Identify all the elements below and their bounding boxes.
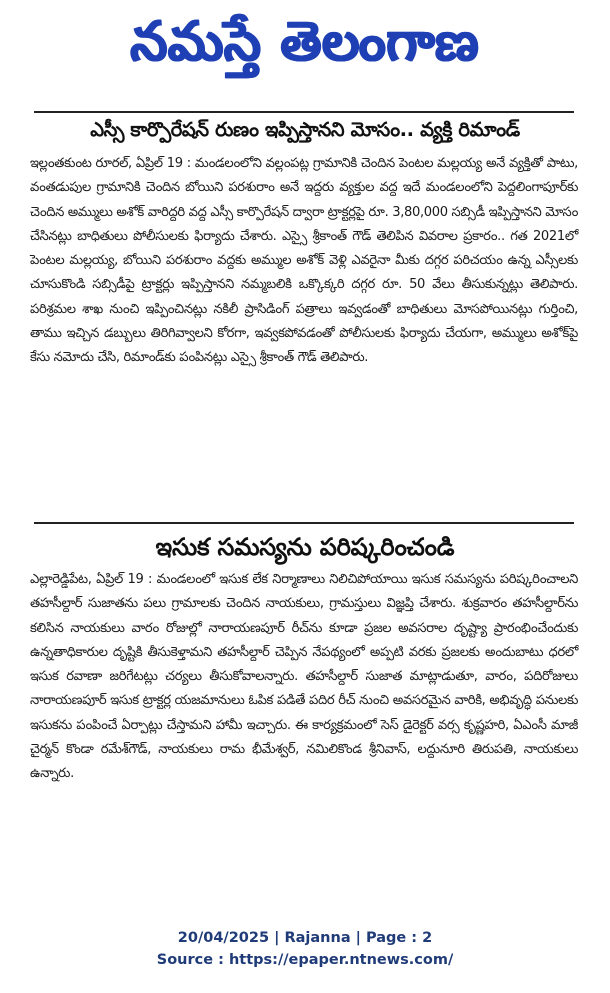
article-headline: ఇసుక సమస్యను పరిష్కరించండి xyxy=(155,533,455,561)
edition-info: 20/04/2025 | Rajanna | Page : 2 xyxy=(177,930,433,946)
divider-top xyxy=(34,111,574,113)
article-body: ఎల్లారెడ్డిపేట, ఏప్రిల్ 19 : మండలంలో ఇసుక లేక నిర్మాణాలు నిలిచిపోయాయి ఇసుక సమస్యను పరిష్కరించాలని తహసీల్దార్ సుజాతను పలు గ్రామాలకు చెందిన నాయకులు, గ్రామస్తులు విజ్ఞప్తి చేశారు. శుక్రవారం తహసీల్దార్‌ను కలిసిన నాయకులు వారం రోజుల్లో నారాయణపూర్ రీచ్‌ను కూడా ప్రజల అవసరాల దృష్ట్యా ప్రారంభించేందుకు ఉన్నతాధికారుల దృష్టికి తీసుకెళ్తామని తహసీల్దార్ చెప్పిన నేపథ్యంలో అప్పటి వరకు ప్రజలకు అందుబాటు ధరలో ఇసుక రవాణా జరిగేటట్లు చర్యలు తీసుకోవాలన్నారు. తహసీల్దార్ సుజాత మాట్లాడుతూ, వారం, పదిరోజులు నారాయణపూర్ ఇసుక ట్రాక్టర్ల యజమానులు ఓపిక పడితే పదిర రీచ్ నుంచి అవసరమైన వారికి, అభివృద్ధి పనులకు ఇసుకను పంపించే ఏర్పాట్లు చేస్తామని హామీ ఇచ్చారు. ఈ కార్యక్రమంలో సెస్ డైరెక్టర్ వర్స కృష్ణహరి, ఏఎంసీ మాజీ చైర్మన్ కొండా రమేశ్‌గౌడ్, నాయకులు రామ భీమేశ్వర్, నమిలికొండ శ్రీనివాస్, లద్దునూరి తిరుపతి, నాయకులు ఉన్నారు. xyxy=(30,572,578,782)
divider-middle xyxy=(34,522,574,524)
article-headline: ఎస్సీ కార్పొరేషన్ రుణం ఇప్పిస్తానని మోసం.. వ్యక్తి రిమాండ్ xyxy=(90,118,520,141)
masthead xyxy=(0,0,610,84)
article-body: ఇల్లంతకుంట రూరల్, ఏప్రిల్ 19 : మండలంలోని వల్లంపట్ల గ్రామానికి చెందిన పెంటల మల్లయ్య అనే వ్యక్తితో పాటు, వంతడుపుల గ్రామానికి చెందిన బోయిని పరశురాం అనే ఇద్దరు వ్యక్తుల వద్ద ఇదే మండలంలోని పెద్దలింగాపూర్‌కు చెందిన అమ్ములు అశోక్ వారిద్దరి వద్ద ఎస్సీ కార్పొరేషన్ ద్వారా ట్రాక్టర్లపై రూ. 3,80,000 సబ్సిడీ ఇప్పిస్తానని మోసం చేసినట్లు బాధితులు పోలీసులకు ఫిర్యాదు చేశారు. ఎస్సై శ్రీకాంత్ గౌడ్ తెలిపిన వివరాల ప్రకారం.. గత 2021లో పెంటల మల్లయ్య, బోయిని పరశురాం వద్దకు అమ్ముల అశోక్ వెళ్లి ఎవరైనా మీకు దగ్గర పరిచయం ఉన్న ఎస్సీలకు చూసుకొండి సబ్సిడీపై ట్రాక్టర్లు ఇప్పిస్తానని నమ్మబలికి ఒక్కొక్కరి దగ్గర రూ. 50 వేలు తీసుకున్నట్లు తెలిపారు. పరిశ్రమల శాఖ నుంచి ఇప్పించినట్లు నకిలీ ప్రాసిడింగ్ పత్రాలు ఇవ్వడంతో బాధితులు మోసపోయినట్లు గుర్తించి, తాము ఇచ్చిన డబ్బులు తిరిగివ్వాలని కోరగా, ఇవ్వకపోవడంతో పోలీసులకు ఫిర్యాదు చేయగా, అమ్ములు అశోక్‌పై కేసు నమోదు చేసి, రిమాండ్‌కు పంపినట్లు ఎస్సై శ్రీకాంత్ గౌడ్ తెలిపారు. xyxy=(30,156,578,366)
newspaper-logo: నమస్తే తెలంగాణ xyxy=(130,10,480,74)
source-link[interactable]: Source : https://epaper.ntnews.com/ xyxy=(156,952,454,968)
